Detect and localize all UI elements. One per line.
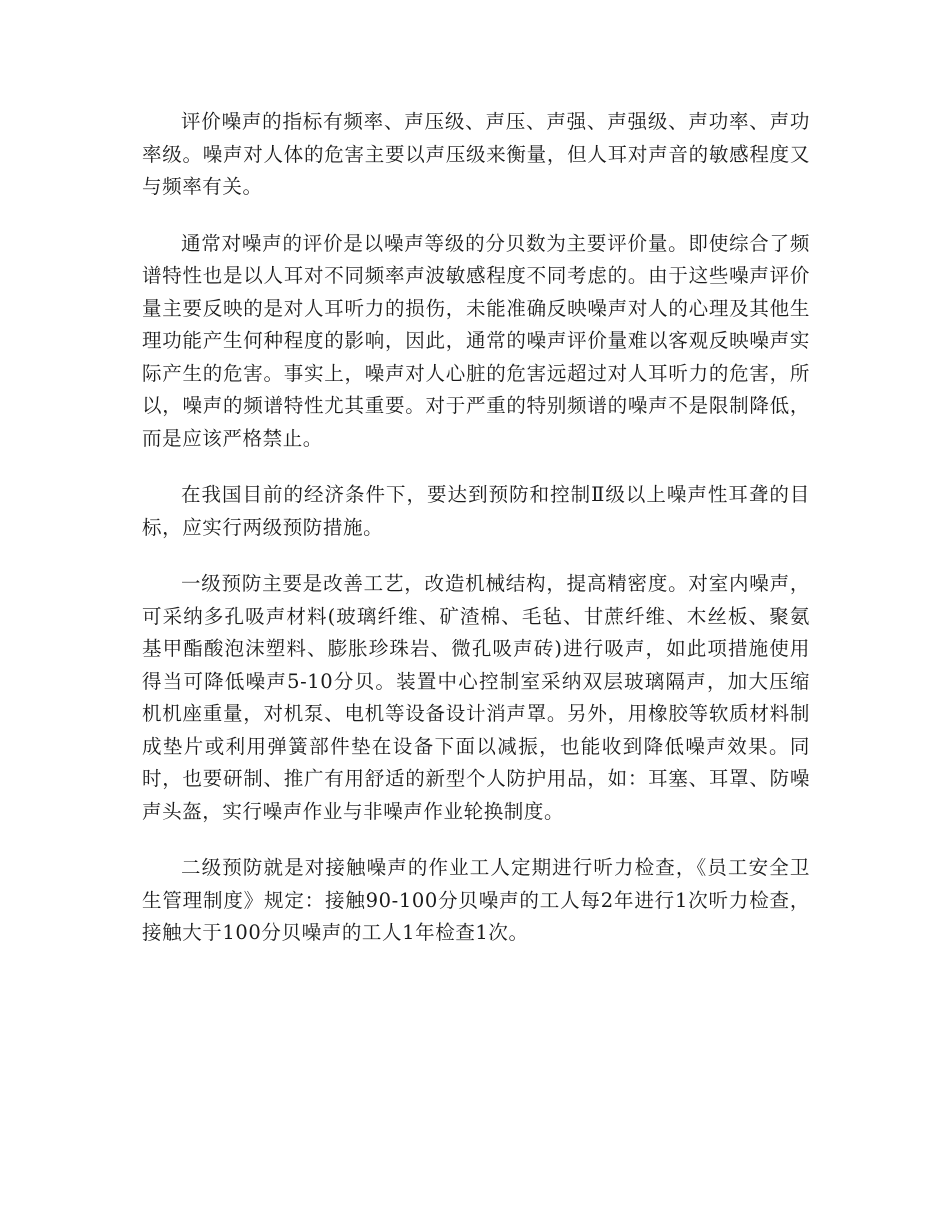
paragraph-prevention-goal: 在我国目前的经济条件下，要达到预防和控制Ⅱ级以上噪声性耳聋的目标，应实行两级预防措施。 — [142, 483, 810, 539]
paragraph-noise-indicators: 评价噪声的指标有频率、声压级、声压、声强、声强级、声功率、声功率级。噪声对人体的危害主要以声压级来衡量，但人耳对声音的敏感程度又与频率有关。 — [142, 110, 810, 198]
paragraph-noise-evaluation: 通常对噪声的评价是以噪声等级的分贝数为主要评价量。即使综合了频谱特性也是以人耳对不同频率声波敏感程度不同考虑的。由于这些噪声评价量主要反映的是对人耳听力的损伤，未能准确反映噪声对人的心理及其他生理功能产生何种程度的影响，因此，通常的噪声评价量难以客观反映噪声实际产生的危害。事实上，噪声对人心脏的危害远超过对人耳听力的危害，所以，噪声的频谱特性尤其重要。对于严重的特别频谱的噪声不是限制降低，而是应该严格禁止。 — [142, 231, 810, 450]
document-body — [142, 106, 810, 974]
paragraph-primary-prevention: 一级预防主要是改善工艺，改造机械结构，提高精密度。对室内噪声，可采纳多孔吸声材料(玻璃纤维、矿渣棉、毛毡、甘蔗纤维、木丝板、聚氨基甲酯酸泡沫塑料、膨胀珍珠岩、微孔吸声砖)进行吸声，如此项措施使用得当可降低噪声5-10分贝。装置中心控制室采纳双层玻璃隔声，加大压缩机机座重量，对机泵、电机等设备设计消声罩。另外，用橡胶等软质材料制成垫片或利用弹簧部件垫在设备下面以减振，也能收到降低噪声效果。同时，也要研制、推广有用舒适的新型个人防护用品，如：耳塞、耳罩、防噪声头盔，实行噪声作业与非噪声作业轮换制度。 — [142, 572, 810, 823]
paragraph-secondary-prevention: 二级预防就是对接触噪声的作业工人定期进行听力检查，《员工安全卫生管理制度》规定：接触90-100分贝噪声的工人每2年进行1次听力检查，接触大于100分贝噪声的工人1年检查1次。 — [142, 856, 810, 944]
